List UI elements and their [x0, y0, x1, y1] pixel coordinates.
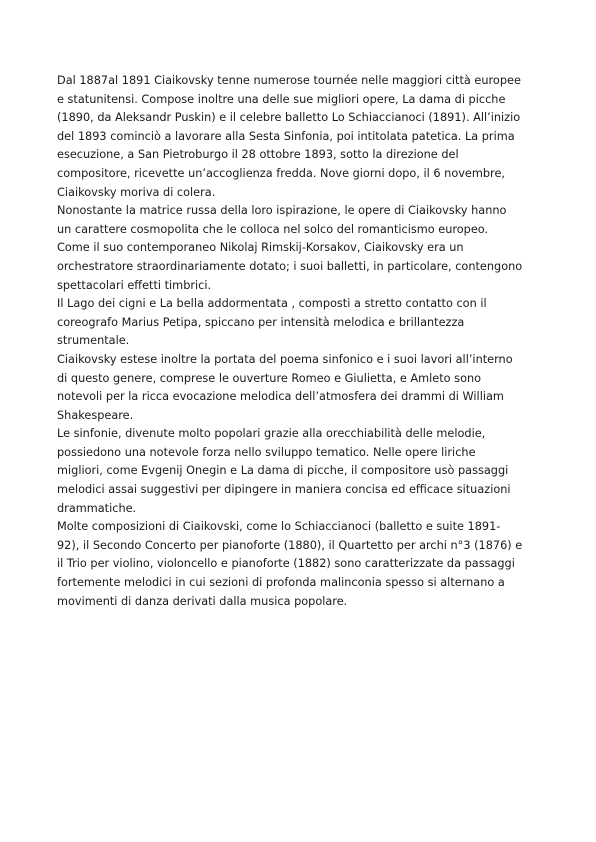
- text-line: orchestratore straordinariamente dotato; i suoi balletti, in particolare, contengono: [57, 259, 523, 273]
- text-line: Come il suo contemporaneo Nikolaj Rimskij-Korsakov, Ciaikovsky era un: [57, 241, 464, 255]
- text-line: fortemente melodici in cui sezioni di profonda malinconia spesso si alternano a: [57, 576, 505, 590]
- text-line: drammatiche.: [57, 501, 137, 515]
- text-line: strumentale.: [57, 334, 130, 348]
- text-line: e statunitensi. Compose inoltre una delle sue migliori opere, La dama di picche: [57, 92, 506, 106]
- text-line: di questo genere, comprese le ouverture Romeo e Giulietta, e Amleto sono: [57, 371, 482, 385]
- text-line: il Trio per violino, violoncello e pianoforte (1882) sono caratterizzate da passaggi: [57, 557, 515, 571]
- document-body-text: [57, 72, 547, 611]
- text-line: (1890, da Aleksandr Puskin) e il celebre balletto Lo Schiaccianoci (1891). All’inizio: [57, 111, 521, 125]
- text-line: melodici assai suggestivi per dipingere in maniera concisa ed efficace situazioni: [57, 483, 511, 497]
- text-line: Ciaikovsky moriva di colera.: [57, 185, 216, 199]
- text-line: Shakespeare.: [57, 408, 134, 422]
- text-line: Molte composizioni di Ciaikovski, come lo Schiaccianoci (balletto e suite 1891-: [57, 520, 501, 534]
- text-line: migliori, come Evgenij Onegin e La dama di picche, il compositore usò passaggi: [57, 464, 509, 478]
- text-line: spettacolari effetti timbrici.: [57, 278, 212, 292]
- text-line: Le sinfonie, divenute molto popolari grazie alla orecchiabilità delle melodie,: [57, 427, 486, 441]
- text-line: movimenti di danza derivati dalla musica popolare.: [57, 594, 348, 608]
- text-line: notevoli per la ricca evocazione melodica dell’atmosfera dei drammi di William: [57, 390, 504, 404]
- text-line: Dal 1887al 1891 Ciaikovsky tenne numerose tournée nelle maggiori città europee: [57, 74, 521, 87]
- text-line: Nonostante la matrice russa della loro ispirazione, le opere di Ciaikovsky hanno: [57, 204, 507, 218]
- text-line: esecuzione, a San Pietroburgo il 28 ottobre 1893, sotto la direzione del: [57, 148, 459, 162]
- text-line: Il Lago dei cigni e La bella addormentata , composti a stretto contatto con il: [57, 297, 487, 311]
- text-line: compositore, ricevette un’accoglienza fredda. Nove giorni dopo, il 6 novembre,: [57, 166, 505, 180]
- text-line: Ciaikovsky estese inoltre la portata del poema sinfonico e i suoi lavori all’interno: [57, 352, 513, 366]
- text-line: coreografo Marius Petipa, spiccano per intensità melodica e brillantezza: [57, 315, 465, 329]
- text-line: possiedono una notevole forza nello sviluppo tematico. Nelle opere liriche: [57, 445, 476, 459]
- text-line: del 1893 cominciò a lavorare alla Sesta Sinfonia, poi intitolata patetica. La prima: [57, 129, 515, 143]
- text-line: 92), il Secondo Concerto per pianoforte (1880), il Quartetto per archi n°3 (1876) e: [57, 538, 523, 552]
- text-line: un carattere cosmopolita che le colloca nel solco del romanticismo europeo.: [57, 222, 489, 236]
